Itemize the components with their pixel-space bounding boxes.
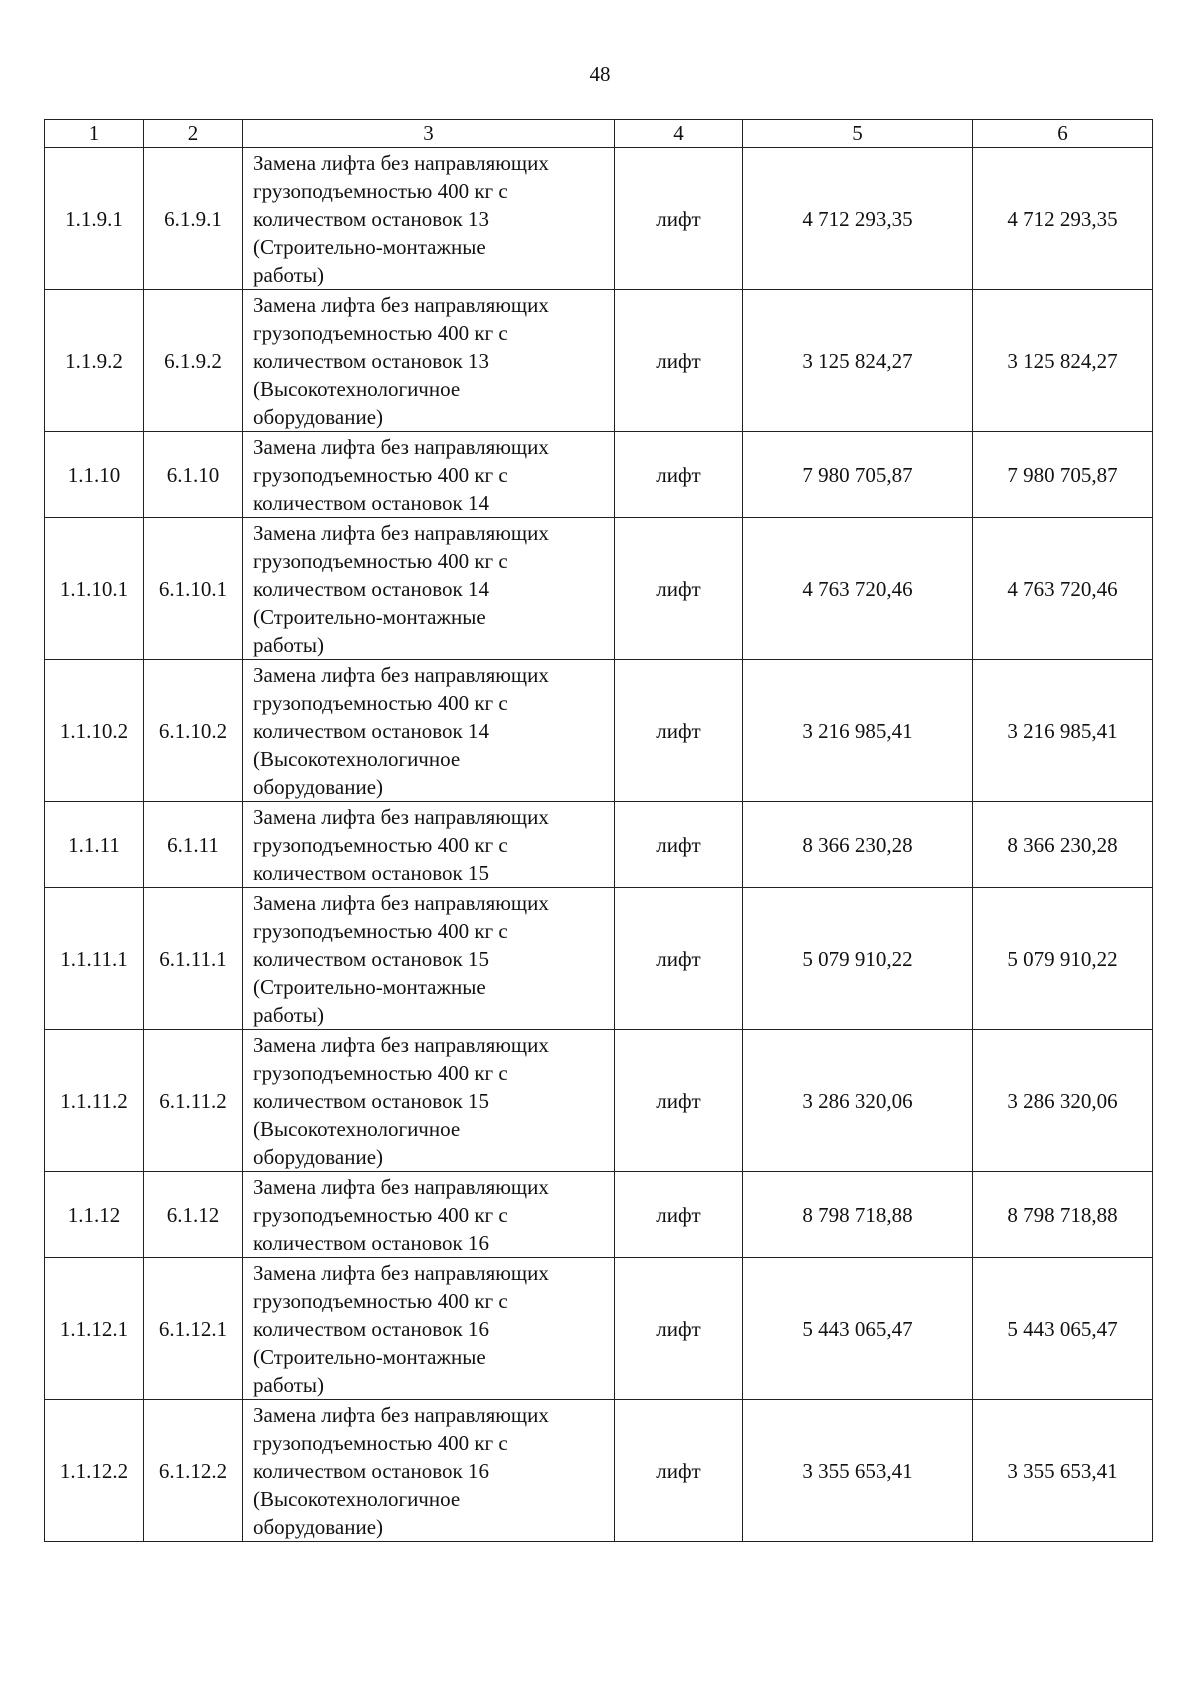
description-cell bbox=[243, 1258, 615, 1400]
item-number-cell: 1.1.9.1 bbox=[45, 148, 144, 290]
description-line: грузоподъемностью 400 кг с bbox=[253, 833, 508, 857]
code-cell: 6.1.12.1 bbox=[144, 1258, 243, 1400]
table-row bbox=[45, 1400, 1153, 1542]
cost-cell: 3 286 320,06 bbox=[743, 1030, 973, 1172]
table-row bbox=[45, 1258, 1153, 1400]
description-line: грузоподъемностью 400 кг с bbox=[253, 463, 508, 487]
item-number-cell: 1.1.10 bbox=[45, 432, 144, 518]
description-line: Замена лифта без направляющих bbox=[253, 1033, 549, 1057]
description-line: (Строительно-монтажные bbox=[253, 605, 486, 629]
unit-cell: лифт bbox=[615, 802, 743, 888]
total-cost-cell: 3 355 653,41 bbox=[973, 1400, 1153, 1542]
unit-cell: лифт bbox=[615, 1258, 743, 1400]
description-cell bbox=[243, 802, 615, 888]
description-cell bbox=[243, 290, 615, 432]
total-cost-cell: 8 366 230,28 bbox=[973, 802, 1153, 888]
table-row bbox=[45, 888, 1153, 1030]
table-row bbox=[45, 148, 1153, 290]
code-cell: 6.1.12 bbox=[144, 1172, 243, 1258]
cost-cell: 8 798 718,88 bbox=[743, 1172, 973, 1258]
code-cell: 6.1.11.1 bbox=[144, 888, 243, 1030]
description-line: количеством остановок 15 bbox=[253, 1089, 489, 1113]
item-number-cell: 1.1.10.2 bbox=[45, 660, 144, 802]
cost-cell: 3 216 985,41 bbox=[743, 660, 973, 802]
unit-cell: лифт bbox=[615, 1400, 743, 1542]
column-header: 5 bbox=[743, 120, 973, 148]
description-line: оборудование) bbox=[253, 1145, 384, 1169]
cost-cell: 3 125 824,27 bbox=[743, 290, 973, 432]
unit-cell: лифт bbox=[615, 1030, 743, 1172]
total-cost-cell: 5 079 910,22 bbox=[973, 888, 1153, 1030]
description-line: (Строительно-монтажные bbox=[253, 235, 486, 259]
description-line: грузоподъемностью 400 кг с bbox=[253, 179, 508, 203]
code-cell: 6.1.10.2 bbox=[144, 660, 243, 802]
description-line: (Строительно-монтажные bbox=[253, 1345, 486, 1369]
cost-cell: 5 443 065,47 bbox=[743, 1258, 973, 1400]
cost-cell: 3 355 653,41 bbox=[743, 1400, 973, 1542]
unit-cell: лифт bbox=[615, 888, 743, 1030]
description-line: Замена лифта без направляющих bbox=[253, 663, 549, 687]
total-cost-cell: 3 125 824,27 bbox=[973, 290, 1153, 432]
description-line: (Строительно-монтажные bbox=[253, 975, 486, 999]
description-cell bbox=[243, 148, 615, 290]
description-line: грузоподъемностью 400 кг с bbox=[253, 1289, 508, 1313]
total-cost-cell: 3 216 985,41 bbox=[973, 660, 1153, 802]
description-line: количеством остановок 16 bbox=[253, 1231, 489, 1255]
description-cell bbox=[243, 432, 615, 518]
item-number-cell: 1.1.12.1 bbox=[45, 1258, 144, 1400]
code-cell: 6.1.11.2 bbox=[144, 1030, 243, 1172]
code-cell: 6.1.9.1 bbox=[144, 148, 243, 290]
total-cost-cell: 4 763 720,46 bbox=[973, 518, 1153, 660]
description-line: работы) bbox=[253, 1003, 325, 1027]
description-line: Замена лифта без направляющих bbox=[253, 521, 549, 545]
description-line: работы) bbox=[253, 1373, 325, 1397]
description-line: количеством остановок 14 bbox=[253, 719, 489, 743]
total-cost-cell: 7 980 705,87 bbox=[973, 432, 1153, 518]
cost-table bbox=[44, 119, 1153, 1542]
table-row bbox=[45, 290, 1153, 432]
table-header-row bbox=[45, 120, 1153, 148]
item-number-cell: 1.1.12.2 bbox=[45, 1400, 144, 1542]
column-header: 2 bbox=[144, 120, 243, 148]
description-line: грузоподъемностью 400 кг с bbox=[253, 1431, 508, 1455]
item-number-cell: 1.1.11 bbox=[45, 802, 144, 888]
item-number-cell: 1.1.11.1 bbox=[45, 888, 144, 1030]
description-line: количеством остановок 13 bbox=[253, 207, 489, 231]
unit-cell: лифт bbox=[615, 290, 743, 432]
description-line: (Высокотехнологичное bbox=[253, 747, 461, 771]
description-line: Замена лифта без направляющих bbox=[253, 1403, 549, 1427]
cost-cell: 5 079 910,22 bbox=[743, 888, 973, 1030]
description-line: Замена лифта без направляющих bbox=[253, 151, 549, 175]
table-body bbox=[45, 148, 1153, 1542]
column-header: 4 bbox=[615, 120, 743, 148]
description-line: (Высокотехнологичное bbox=[253, 1487, 461, 1511]
item-number-cell: 1.1.11.2 bbox=[45, 1030, 144, 1172]
code-cell: 6.1.9.2 bbox=[144, 290, 243, 432]
description-line: (Высокотехнологичное bbox=[253, 1117, 461, 1141]
unit-cell: лифт bbox=[615, 660, 743, 802]
table-row bbox=[45, 432, 1153, 518]
code-cell: 6.1.10.1 bbox=[144, 518, 243, 660]
description-line: количеством остановок 15 bbox=[253, 861, 489, 885]
code-cell: 6.1.12.2 bbox=[144, 1400, 243, 1542]
description-line: количеством остановок 15 bbox=[253, 947, 489, 971]
description-line: грузоподъемностью 400 кг с bbox=[253, 1061, 508, 1085]
cost-cell: 4 712 293,35 bbox=[743, 148, 973, 290]
table-row bbox=[45, 802, 1153, 888]
description-line: количеством остановок 14 bbox=[253, 491, 489, 515]
description-line: работы) bbox=[253, 263, 325, 287]
cost-cell: 4 763 720,46 bbox=[743, 518, 973, 660]
unit-cell: лифт bbox=[615, 432, 743, 518]
unit-cell: лифт bbox=[615, 518, 743, 660]
column-header: 3 bbox=[243, 120, 615, 148]
total-cost-cell: 8 798 718,88 bbox=[973, 1172, 1153, 1258]
description-line: грузоподъемностью 400 кг с bbox=[253, 919, 508, 943]
description-cell bbox=[243, 660, 615, 802]
description-line: Замена лифта без направляющих bbox=[253, 435, 549, 459]
description-line: количеством остановок 14 bbox=[253, 577, 489, 601]
column-header: 6 bbox=[973, 120, 1153, 148]
description-line: (Высокотехнологичное bbox=[253, 377, 461, 401]
code-cell: 6.1.11 bbox=[144, 802, 243, 888]
description-line: количеством остановок 13 bbox=[253, 349, 489, 373]
description-line: грузоподъемностью 400 кг с bbox=[253, 549, 508, 573]
description-line: Замена лифта без направляющих bbox=[253, 293, 549, 317]
description-line: оборудование) bbox=[253, 1515, 384, 1539]
description-cell bbox=[243, 888, 615, 1030]
description-line: количеством остановок 16 bbox=[253, 1459, 489, 1483]
description-line: грузоподъемностью 400 кг с bbox=[253, 691, 508, 715]
unit-cell: лифт bbox=[615, 148, 743, 290]
item-number-cell: 1.1.12 bbox=[45, 1172, 144, 1258]
description-line: Замена лифта без направляющих bbox=[253, 1175, 549, 1199]
description-cell bbox=[243, 518, 615, 660]
description-line: Замена лифта без направляющих bbox=[253, 1261, 549, 1285]
item-number-cell: 1.1.9.2 bbox=[45, 290, 144, 432]
table-row bbox=[45, 1030, 1153, 1172]
description-cell bbox=[243, 1030, 615, 1172]
description-line: Замена лифта без направляющих bbox=[253, 891, 549, 915]
description-cell bbox=[243, 1400, 615, 1542]
description-line: грузоподъемностью 400 кг с bbox=[253, 321, 508, 345]
description-line: грузоподъемностью 400 кг с bbox=[253, 1203, 508, 1227]
total-cost-cell: 5 443 065,47 bbox=[973, 1258, 1153, 1400]
column-header: 1 bbox=[45, 120, 144, 148]
description-line: оборудование) bbox=[253, 405, 384, 429]
code-cell: 6.1.10 bbox=[144, 432, 243, 518]
description-line: работы) bbox=[253, 633, 325, 657]
total-cost-cell: 3 286 320,06 bbox=[973, 1030, 1153, 1172]
page-number: 48 bbox=[589, 62, 611, 86]
description-line: количеством остановок 16 bbox=[253, 1317, 489, 1341]
table-row bbox=[45, 1172, 1153, 1258]
description-line: оборудование) bbox=[253, 775, 384, 799]
item-number-cell: 1.1.10.1 bbox=[45, 518, 144, 660]
description-cell bbox=[243, 1172, 615, 1258]
description-line: Замена лифта без направляющих bbox=[253, 805, 549, 829]
unit-cell: лифт bbox=[615, 1172, 743, 1258]
total-cost-cell: 4 712 293,35 bbox=[973, 148, 1153, 290]
cost-cell: 7 980 705,87 bbox=[743, 432, 973, 518]
table-row bbox=[45, 518, 1153, 660]
cost-cell: 8 366 230,28 bbox=[743, 802, 973, 888]
table-row bbox=[45, 660, 1153, 802]
